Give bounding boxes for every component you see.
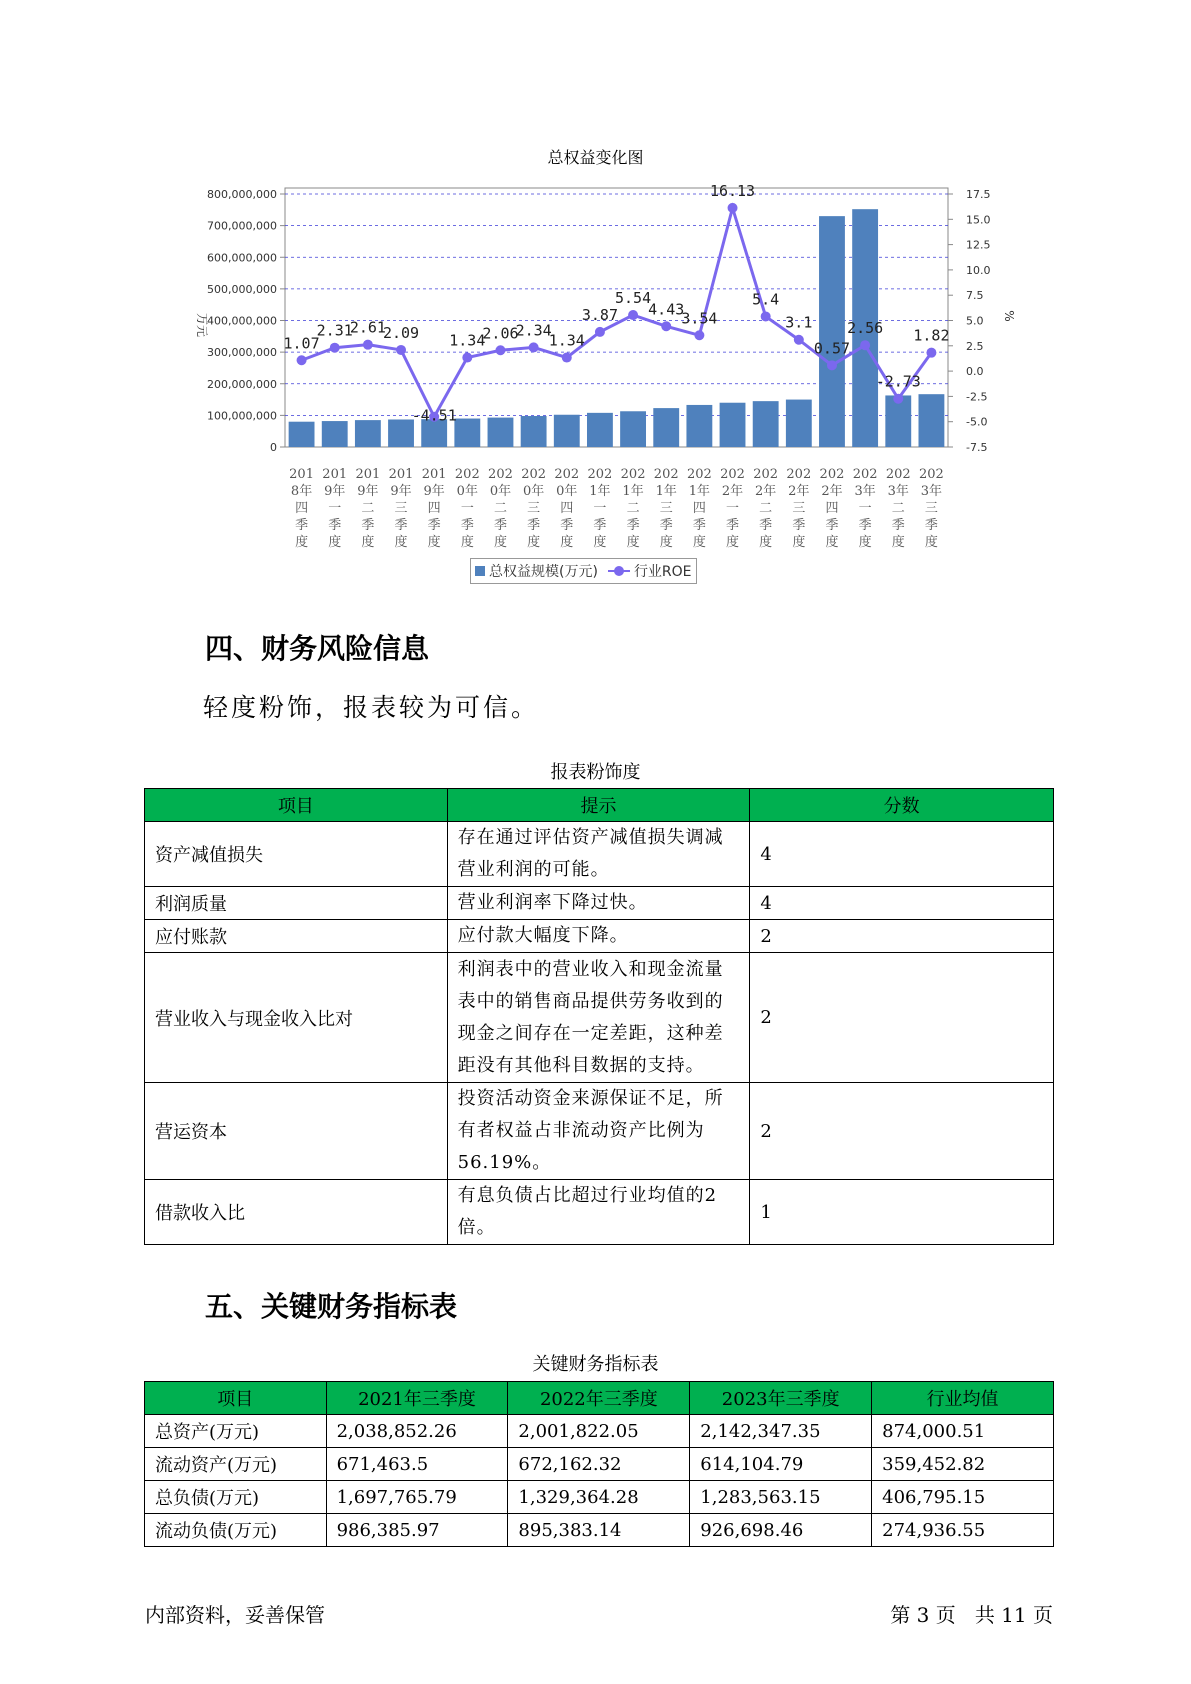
right-tick-label: -5.0 <box>966 415 988 429</box>
table-row <box>145 1180 1054 1245</box>
category-label: 季 <box>593 518 607 533</box>
bar <box>918 394 944 447</box>
category-label: 四 <box>560 501 574 516</box>
left-tick-label: 600,000,000 <box>207 251 277 265</box>
category-label: 季 <box>792 518 806 533</box>
category-label: 三 <box>527 501 541 516</box>
category-label: 季 <box>659 518 673 533</box>
bar <box>355 420 381 447</box>
roe-data-label: 3.1 <box>785 313 813 332</box>
category-label: 度 <box>527 535 541 550</box>
category-label: 季 <box>295 518 309 533</box>
footer-confidential: 内部资料，妥善保管 <box>145 1603 325 1627</box>
category-label: 三 <box>394 501 408 516</box>
bar <box>786 400 812 447</box>
risk-tip: 有息负债占比超过行业均值的2倍。 <box>447 1180 750 1245</box>
category-label: 度 <box>328 535 342 550</box>
metric-name: 流动资产(万元) <box>145 1448 327 1481</box>
header-score: 分数 <box>750 789 1054 822</box>
category-label: 度 <box>361 535 375 550</box>
bar <box>720 403 746 447</box>
roe-point <box>926 348 936 358</box>
category-label: 四 <box>427 501 441 516</box>
roe-data-label: 16.13 <box>709 181 756 200</box>
metric-value: 926,698.46 <box>690 1514 872 1547</box>
category-label: 度 <box>626 535 640 550</box>
category-label: 1年 <box>622 484 644 499</box>
category-label: 2年 <box>721 484 744 499</box>
category-label: 0年 <box>522 484 545 499</box>
category-label: 3年 <box>920 484 943 499</box>
roe-point <box>462 353 472 363</box>
table-row <box>145 953 1054 1083</box>
bar <box>620 411 646 447</box>
left-axis-title: 万元 <box>195 312 209 338</box>
category-label: 季 <box>460 518 474 533</box>
category-label: 三 <box>924 501 938 516</box>
left-tick-label: 100,000,000 <box>207 409 277 423</box>
roe-point <box>893 394 903 404</box>
category-label: 度 <box>825 535 839 550</box>
metric-name: 总负债(万元) <box>145 1481 327 1514</box>
key-table-caption: 关键财务指标表 <box>532 1354 659 1375</box>
risk-score: 4 <box>750 822 1054 887</box>
bar <box>653 408 679 447</box>
table-row <box>145 1448 1054 1481</box>
roe-point <box>728 203 738 213</box>
category-label: 3年 <box>887 484 909 499</box>
section-title-key-metrics: 五、关键财务指标表 <box>205 1290 458 1323</box>
header-item: 项目 <box>145 789 448 822</box>
risk-table-header <box>145 789 1054 822</box>
category-label: 201 <box>355 467 381 482</box>
category-label: 度 <box>891 535 905 550</box>
roe-point <box>761 311 771 321</box>
risk-item: 利润质量 <box>145 887 448 920</box>
legend-bar-swatch <box>475 566 485 576</box>
category-label: 0年 <box>489 484 512 499</box>
category-label: 季 <box>527 518 541 533</box>
table-row <box>145 887 1054 920</box>
right-tick-label: 12.5 <box>966 238 991 252</box>
category-label: 2年 <box>821 484 843 499</box>
category-label: 201 <box>421 467 447 482</box>
chart-legend <box>470 558 697 584</box>
roe-point <box>661 321 671 331</box>
roe-data-label: 2.09 <box>382 323 420 342</box>
category-label: 202 <box>753 467 779 482</box>
risk-item: 借款收入比 <box>145 1180 448 1245</box>
bar <box>322 421 348 447</box>
category-label: 度 <box>726 535 740 550</box>
category-label: 度 <box>427 535 441 550</box>
category-label: 季 <box>493 518 507 533</box>
left-tick-label: 700,000,000 <box>207 219 277 233</box>
category-label: 度 <box>759 535 773 550</box>
metric-value: 874,000.51 <box>872 1415 1054 1448</box>
category-label: 0年 <box>456 484 478 499</box>
category-label: 9年 <box>423 484 445 499</box>
category-label: 度 <box>792 535 806 550</box>
roe-data-label: 1.34 <box>548 331 585 350</box>
roe-point <box>363 340 373 350</box>
roe-data-label: -2.73 <box>875 372 921 391</box>
bar <box>587 413 613 447</box>
category-label: 2年 <box>788 484 810 499</box>
risk-item: 营运资本 <box>145 1083 448 1180</box>
category-label: 202 <box>786 467 812 482</box>
category-label: 二 <box>891 501 905 516</box>
category-label: 季 <box>328 518 342 533</box>
metric-value: 359,452.82 <box>872 1448 1054 1481</box>
category-label: 季 <box>858 518 872 533</box>
roe-point <box>595 327 605 337</box>
header-2023q3: 2023年三季度 <box>690 1382 872 1415</box>
table-row <box>145 1514 1054 1547</box>
category-label: 度 <box>659 535 673 550</box>
roe-data-label: 2.31 <box>316 321 353 340</box>
roe-point <box>694 330 704 340</box>
legend-line-label: 行业ROE <box>633 564 692 580</box>
roe-data-label: 0.57 <box>813 339 851 358</box>
equity-chart <box>0 0 1191 560</box>
category-label: 202 <box>521 467 547 482</box>
category-label: 季 <box>726 518 740 533</box>
category-label: 度 <box>493 535 507 550</box>
category-label: 201 <box>388 467 414 482</box>
left-tick-label: 800,000,000 <box>207 188 277 201</box>
risk-score: 1 <box>750 1180 1054 1245</box>
right-tick-label: 17.5 <box>966 188 991 201</box>
roe-data-label: -4.51 <box>411 406 457 425</box>
header-tip: 提示 <box>447 789 750 822</box>
footer-page-number: 第 3 页 共 11 页 <box>890 1603 1053 1627</box>
risk-item: 应付账款 <box>145 920 448 953</box>
section-title-risk: 四、财务风险信息 <box>205 632 430 665</box>
category-label: 季 <box>759 518 773 533</box>
bar <box>819 216 845 447</box>
key-table-header <box>145 1382 1054 1415</box>
roe-data-label: 2.06 <box>482 324 519 343</box>
roe-point <box>794 335 804 345</box>
metric-name: 流动负债(万元) <box>145 1514 327 1547</box>
category-label: 202 <box>919 467 944 482</box>
roe-point <box>562 353 572 363</box>
category-label: 三 <box>659 501 673 516</box>
category-label: 季 <box>427 518 441 533</box>
category-label: 四 <box>295 501 309 516</box>
category-label: 1年 <box>589 484 611 499</box>
table-row <box>145 822 1054 887</box>
metric-value: 406,795.15 <box>872 1481 1054 1514</box>
category-label: 202 <box>852 467 878 482</box>
metric-value: 2,142,347.35 <box>690 1415 872 1448</box>
category-label: 季 <box>394 518 408 533</box>
category-label: 一 <box>460 501 474 516</box>
header-2022q3: 2022年三季度 <box>508 1382 690 1415</box>
table-row <box>145 1415 1054 1448</box>
category-label: 季 <box>560 518 574 533</box>
category-label: 9年 <box>390 484 412 499</box>
category-label: 202 <box>620 467 646 482</box>
left-tick-label: 300,000,000 <box>207 346 277 360</box>
category-label: 三 <box>792 501 806 516</box>
risk-summary: 轻度粉饰，报表较为可信。 <box>203 693 540 722</box>
right-tick-label: -2.5 <box>966 390 988 404</box>
category-label: 2年 <box>755 484 777 499</box>
category-label: 1年 <box>688 484 711 499</box>
metric-value: 1,283,563.15 <box>690 1481 872 1514</box>
right-tick-label: 2.5 <box>966 339 984 353</box>
bar <box>521 416 547 447</box>
risk-score: 2 <box>750 920 1054 953</box>
risk-item: 资产减值损失 <box>145 822 448 887</box>
chart-title: 总权益变化图 <box>547 148 644 167</box>
risk-score: 4 <box>750 887 1054 920</box>
header-item: 项目 <box>145 1382 327 1415</box>
bar <box>753 401 779 447</box>
risk-tip: 投资活动资金来源保证不足，所有者权益占非流动资产比例为56.19%。 <box>447 1083 750 1180</box>
roe-point <box>495 345 505 355</box>
left-tick-label: 200,000,000 <box>207 377 277 391</box>
metric-value: 2,001,822.05 <box>508 1415 690 1448</box>
roe-data-label: 5.4 <box>752 290 780 309</box>
category-label: 202 <box>819 467 845 482</box>
category-label: 四 <box>825 501 839 516</box>
legend-bar-label: 总权益规模(万元) <box>489 564 598 580</box>
table-row <box>145 1083 1054 1180</box>
left-tick-label: 0 <box>270 441 277 454</box>
roe-point <box>860 340 870 350</box>
category-label: 度 <box>460 535 474 550</box>
category-label: 202 <box>587 467 613 482</box>
category-label: 202 <box>653 467 679 482</box>
risk-tip: 营业利润率下降过快。 <box>447 887 750 920</box>
category-label: 一 <box>726 501 740 516</box>
category-label: 一 <box>593 501 607 516</box>
roe-data-label: 2.61 <box>349 318 386 337</box>
category-label: 度 <box>295 535 309 550</box>
table-row <box>145 920 1054 953</box>
roe-data-label: 2.34 <box>515 321 552 340</box>
category-label: 201 <box>322 467 348 482</box>
metric-name: 总资产(万元) <box>145 1415 327 1448</box>
header-industry-avg: 行业均值 <box>872 1382 1054 1415</box>
risk-score: 2 <box>750 953 1054 1083</box>
right-axis-title: % <box>1002 310 1016 322</box>
category-label: 一 <box>858 501 872 516</box>
category-label: 一 <box>328 501 342 516</box>
category-label: 二 <box>626 501 640 516</box>
right-tick-label: 0.0 <box>966 365 984 379</box>
bar <box>454 419 480 447</box>
risk-table-caption: 报表粉饰度 <box>550 762 641 783</box>
roe-point <box>297 355 307 365</box>
roe-data-label: 1.34 <box>449 331 486 350</box>
metric-value: 1,697,765.79 <box>326 1481 508 1514</box>
roe-point <box>827 360 837 370</box>
category-label: 9年 <box>324 484 346 499</box>
roe-data-label: 3.87 <box>581 305 618 324</box>
bar <box>686 405 712 447</box>
roe-data-label: 1.07 <box>283 334 320 353</box>
category-label: 季 <box>361 518 375 533</box>
left-tick-label: 400,000,000 <box>207 314 277 328</box>
right-tick-label: 5.0 <box>966 314 984 328</box>
left-tick-label: 500,000,000 <box>207 282 277 296</box>
bar <box>289 422 315 447</box>
category-label: 度 <box>593 535 607 550</box>
category-label: 201 <box>289 467 314 482</box>
metric-value: 2,038,852.26 <box>326 1415 508 1448</box>
metric-value: 1,329,364.28 <box>508 1481 690 1514</box>
roe-point <box>396 345 406 355</box>
category-label: 8年 <box>290 484 313 499</box>
category-label: 202 <box>686 467 712 482</box>
category-label: 四 <box>692 501 706 516</box>
category-label: 202 <box>488 467 513 482</box>
metric-value: 614,104.79 <box>690 1448 872 1481</box>
risk-table <box>144 788 1054 1245</box>
category-label: 二 <box>493 501 507 516</box>
category-label: 202 <box>454 467 480 482</box>
legend-line-swatch <box>608 566 630 576</box>
roe-data-label: 5.54 <box>615 289 652 308</box>
metric-value: 895,383.14 <box>508 1514 690 1547</box>
category-label: 季 <box>891 518 905 533</box>
metric-value: 671,463.5 <box>326 1448 508 1481</box>
category-label: 季 <box>692 518 706 533</box>
risk-tip: 利润表中的营业收入和现金流量表中的销售商品提供劳务收到的现金之间存在一定差距，这种差距没有其他科目数据的支持。 <box>447 953 750 1083</box>
category-label: 度 <box>394 535 408 550</box>
bar <box>554 415 580 447</box>
category-label: 1年 <box>655 484 677 499</box>
roe-data-label: 2.56 <box>847 319 884 338</box>
risk-item: 营业收入与现金收入比对 <box>145 953 448 1083</box>
category-label: 二 <box>759 501 773 516</box>
category-label: 度 <box>858 535 872 550</box>
category-label: 季 <box>825 518 839 533</box>
category-label: 度 <box>692 535 706 550</box>
right-tick-label: -7.5 <box>966 441 988 454</box>
roe-data-label: 3.54 <box>681 309 718 328</box>
category-label: 季 <box>626 518 640 533</box>
bar <box>388 419 414 447</box>
roe-data-label: 4.43 <box>648 300 685 319</box>
roe-point <box>628 310 638 320</box>
risk-tip: 存在通过评估资产减值损失调减营业利润的可能。 <box>447 822 750 887</box>
roe-point <box>330 343 340 353</box>
category-label: 9年 <box>357 484 379 499</box>
key-metrics-table <box>144 1381 1054 1547</box>
category-label: 202 <box>885 467 911 482</box>
metric-value: 274,936.55 <box>872 1514 1054 1547</box>
right-tick-label: 10.0 <box>966 263 991 277</box>
category-label: 二 <box>361 501 375 516</box>
category-label: 202 <box>554 467 580 482</box>
right-tick-label: 7.5 <box>966 289 984 303</box>
table-row <box>145 1481 1054 1514</box>
risk-score: 2 <box>750 1083 1054 1180</box>
category-label: 季 <box>924 518 938 533</box>
metric-value: 986,385.97 <box>326 1514 508 1547</box>
category-label: 0年 <box>556 484 578 499</box>
roe-data-label: 1.82 <box>913 326 950 345</box>
category-label: 度 <box>560 535 574 550</box>
header-2021q3: 2021年三季度 <box>326 1382 508 1415</box>
right-tick-label: 15.0 <box>966 213 991 227</box>
category-label: 度 <box>924 535 938 550</box>
bar <box>488 418 514 447</box>
category-label: 3年 <box>854 484 876 499</box>
roe-point <box>529 342 539 352</box>
risk-tip: 应付款大幅度下降。 <box>447 920 750 953</box>
category-label: 202 <box>720 467 745 482</box>
metric-value: 672,162.32 <box>508 1448 690 1481</box>
